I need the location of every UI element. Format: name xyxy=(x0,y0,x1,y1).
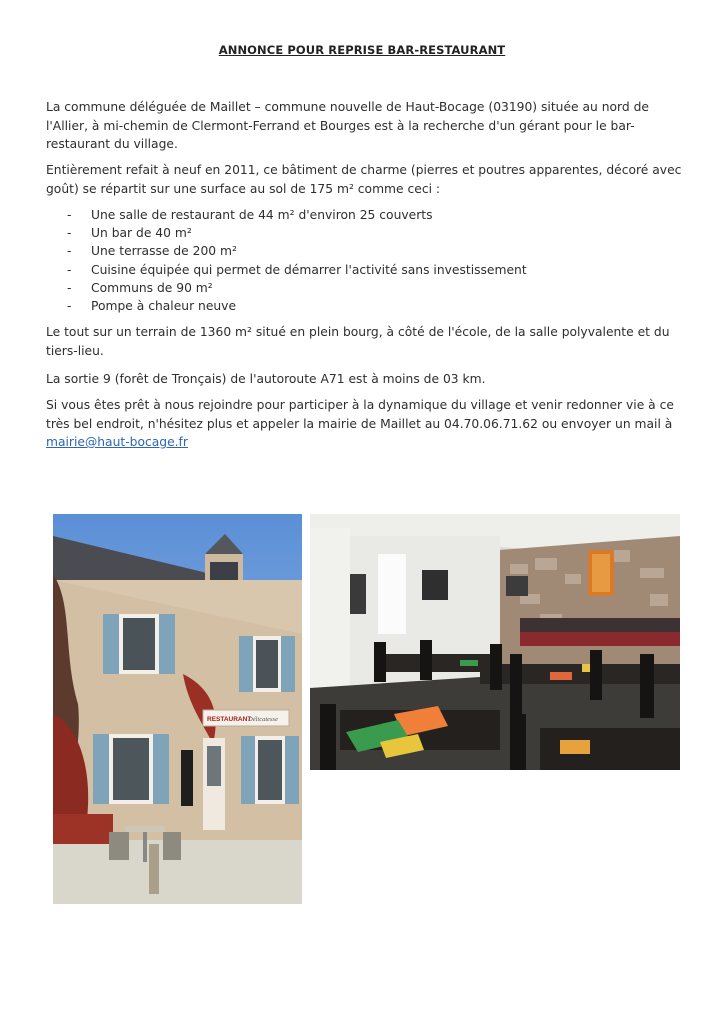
list-item xyxy=(46,206,666,224)
location-paragraph: Le tout sur un terrain de 1360 m² situé en plein bourg, à côté de l'école, de la salle polyvalente et du tiers-lieu. xyxy=(46,325,670,358)
feature-text: Cuisine équipée qui permet de démarrer l'activité sans investissement xyxy=(91,262,527,277)
feature-text: Pompe à chaleur neuve xyxy=(91,299,237,314)
exterior-sign-script: Délicatesse xyxy=(248,716,278,723)
bullet-dash: - xyxy=(67,244,72,259)
features-list xyxy=(46,206,666,315)
feature-text: Une terrasse de 200 m² xyxy=(91,244,237,259)
bullet-dash: - xyxy=(67,280,72,295)
bullet-dash: - xyxy=(67,299,72,314)
list-item xyxy=(46,297,666,315)
contact-text: Si vous êtes prêt à nous rejoindre pour participer à la dynamique du village et venir redonner vie à ce très bel endroit, n'hésitez plus et appeler la mairie de Maillet au 04.70.06.71.62 ou envoyer un mail à xyxy=(46,398,674,431)
bullet-dash: - xyxy=(67,226,72,241)
bullet-dash: - xyxy=(67,208,72,222)
intro-paragraph: La commune déléguée de Maillet – commune nouvelle de Haut-Bocage (03190) située au nord de l'Allier, à mi-chemin de Clermont-Ferrand et Bourges est à la recherche d'un gérant pour le bar-restaurant du village. xyxy=(46,100,649,151)
feature-text: Un bar de 40 m² xyxy=(91,226,192,241)
list-item xyxy=(46,242,666,260)
list-item xyxy=(46,261,666,279)
announcement-title: ANNONCE POUR REPRISE BAR-RESTAURANT xyxy=(218,43,506,57)
list-item xyxy=(46,279,666,297)
highway-paragraph: La sortie 9 (forêt de Tronçais) de l'autoroute A71 est à moins de 03 km. xyxy=(46,372,486,386)
bullet-dash: - xyxy=(67,262,72,277)
contact-paragraph xyxy=(46,396,682,452)
exterior-photo xyxy=(53,514,302,904)
interior-photo xyxy=(310,514,680,770)
feature-text: Une salle de restaurant de 44 m² d'environ 25 couverts xyxy=(91,208,433,222)
list-item xyxy=(46,224,666,242)
description-paragraph: Entièrement refait à neuf en 2011, ce bâtiment de charme (pierres et poutres apparentes, décoré avec goût) se répartit sur une surface au sol de 175 m² comme ceci : xyxy=(46,163,682,196)
feature-text: Communs de 90 m² xyxy=(91,280,213,295)
email-link[interactable]: mairie@haut-bocage.fr xyxy=(46,435,188,449)
exterior-sign-text: RESTAURANT xyxy=(207,716,252,723)
